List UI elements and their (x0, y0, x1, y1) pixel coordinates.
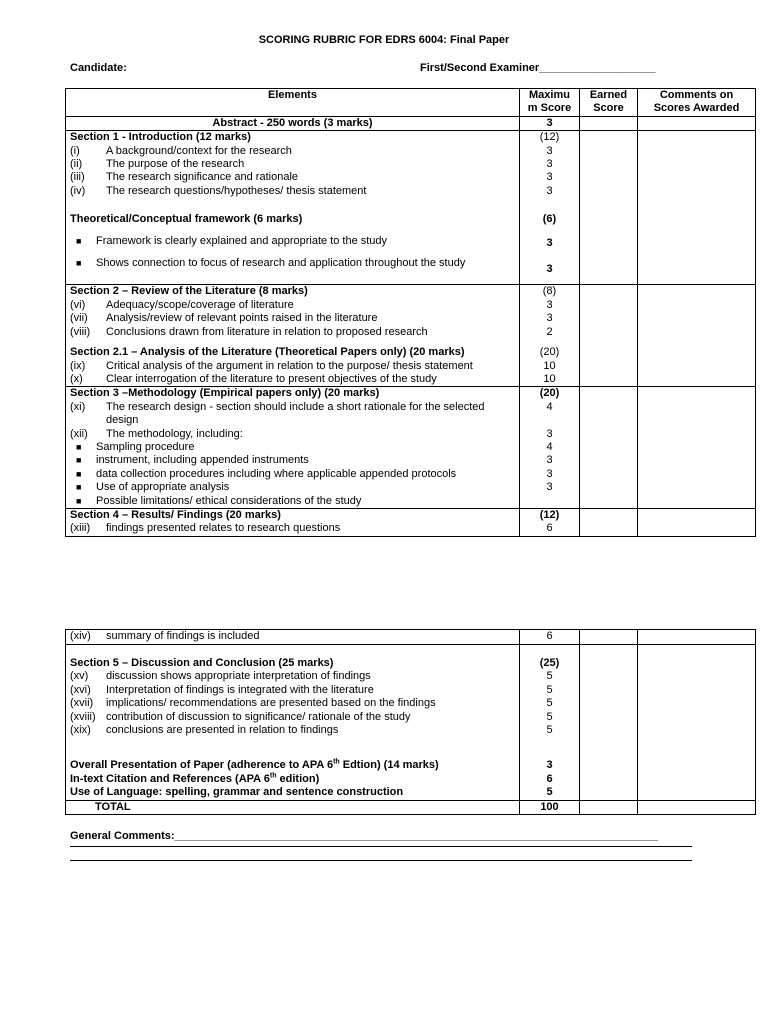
earned-cell[interactable] (580, 285, 638, 387)
item-max: 3 (546, 184, 553, 197)
abstract-max: 3 (520, 116, 580, 130)
item-max: 5 (546, 697, 553, 710)
item-text: Analysis/review of relevant points raised in the literature (106, 312, 378, 325)
section1-row (66, 131, 756, 285)
section2-heading: Section 2 – Review of the Literature (8 marks) (70, 285, 308, 298)
section21-heading: Section 2.1 – Analysis of the Literature (Theoretical Papers only) (20 marks) (70, 346, 465, 359)
section21-max: (20) (539, 346, 560, 359)
findings-summary-row (66, 630, 756, 645)
item-num: (xviii) (70, 710, 96, 723)
comments-cell[interactable] (638, 645, 756, 801)
item-text: The research significance and rationale (106, 171, 299, 184)
comment-line[interactable] (70, 860, 692, 861)
framework-heading: Theoretical/Conceptual framework (6 marks) (70, 213, 303, 226)
examiner-label: First/Second Examiner___________________ (420, 62, 656, 74)
item-num: (xii) (70, 427, 88, 440)
item-num: (xvii) (70, 697, 94, 710)
item-max: 3 (546, 158, 553, 171)
item-num: (x) (70, 372, 83, 385)
bullet-text: Framework is clearly explained and appropriate to the study (96, 234, 388, 247)
item-text: findings presented relates to research questions (106, 522, 341, 535)
item-max: 3 (546, 467, 553, 480)
item-text: The research questions/hypotheses/ thesis statement (106, 184, 367, 197)
comments-cell[interactable] (638, 630, 756, 645)
earned-cell[interactable] (580, 508, 638, 536)
item-num: (xvi) (70, 683, 91, 696)
earned-total-cell[interactable] (580, 800, 638, 814)
bullet-icon: ■ (76, 235, 82, 246)
comments-cell[interactable] (638, 508, 756, 536)
bullet-icon: ■ (76, 468, 82, 479)
item-max: 5 (546, 724, 553, 737)
total-label: TOTAL (95, 800, 131, 813)
item-num: (xv) (70, 670, 89, 683)
bullet-text: data collection procedures including where applicable appended protocols (96, 467, 457, 480)
rubric-table-part1 (65, 88, 756, 537)
header-elements: Elements (66, 89, 520, 117)
bullet-text: Shows connection to focus of research and application throughout the study (96, 257, 466, 270)
comments-cell[interactable] (638, 285, 756, 387)
item-text: A background/context for the research (106, 144, 292, 157)
item-max: 3 (546, 144, 553, 157)
citation-max: 6 (546, 772, 553, 785)
item-num: (vii) (70, 312, 88, 325)
item-max: 3 (546, 298, 553, 311)
item-num: (vi) (70, 298, 86, 311)
header-row (66, 89, 756, 117)
rubric-table-part2 (65, 629, 756, 815)
section1-heading: Section 1 - Introduction (12 marks) (70, 131, 251, 144)
item-text: summary of findings is included (106, 630, 260, 642)
bullet-icon: ■ (76, 258, 82, 269)
abstract-row (66, 116, 756, 130)
item-max: 10 (543, 359, 556, 372)
item-num: (ii) (70, 158, 83, 171)
section5-row (66, 645, 756, 801)
comments-cell[interactable] (638, 387, 756, 509)
item-max: 6 (546, 630, 553, 642)
header-comments: Comments on Scores Awarded (638, 89, 756, 117)
item-text: Clear interrogation of the literature to present objectives of the study (106, 372, 437, 385)
section3-max: (20) (539, 387, 560, 400)
item-num: (iv) (70, 184, 86, 197)
section4-row (66, 508, 756, 536)
item-max: 6 (546, 522, 553, 535)
item-max: 3 (546, 427, 553, 440)
section1-max: (12) (539, 131, 560, 144)
general-comments-label: General Comments:_______________________________________________________________________________ (70, 830, 658, 842)
item-num: (xi) (70, 400, 86, 413)
section5-max: (25) (539, 657, 560, 669)
item-max: 3 (546, 312, 553, 325)
comments-cell[interactable] (638, 800, 756, 814)
item-max: 10 (543, 372, 556, 385)
section3-row (66, 387, 756, 509)
item-text: Adequacy/scope/coverage of literature (106, 298, 294, 311)
bullet-icon: ■ (76, 495, 82, 506)
earned-cell[interactable] (580, 387, 638, 509)
item-max: 4 (546, 440, 553, 453)
bullet-icon: ■ (76, 482, 82, 493)
item-num: (xiv) (70, 630, 91, 642)
section4-max: (12) (539, 508, 560, 521)
earned-cell[interactable] (580, 645, 638, 801)
item-text: implications/ recommendations are presented based on the findings (106, 697, 436, 710)
item-max: 3 (546, 481, 553, 494)
item-max: 3 (546, 236, 553, 249)
citation-label: In-text Citation and References (APA 6th edition) (70, 772, 320, 785)
item-text: The purpose of the research (106, 158, 245, 171)
item-max: 3 (546, 454, 553, 467)
item-max: 3 (546, 171, 553, 184)
comment-line[interactable] (70, 846, 692, 847)
bullet-text: Possible limitations/ ethical considerations of the study (96, 494, 362, 507)
bullet-text: instrument, including appended instruments (96, 454, 309, 467)
earned-cell[interactable] (580, 630, 638, 645)
item-num: (viii) (70, 325, 91, 338)
bullet-icon: ■ (76, 455, 82, 466)
language-label: Use of Language: spelling, grammar and sentence construction (70, 786, 404, 799)
section2-row (66, 285, 756, 387)
comments-cell[interactable] (638, 131, 756, 285)
item-num: (i) (70, 144, 80, 157)
candidate-label: Candidate: (70, 62, 127, 74)
item-text: Critical analysis of the argument in relation to the purpose/ thesis statement (106, 359, 473, 372)
header-max: Maximu m Score (520, 89, 580, 117)
abstract-label: Abstract - 250 words (3 marks) (66, 116, 520, 130)
bullet-text: Sampling procedure (96, 440, 195, 453)
item-max: 3 (546, 263, 553, 276)
section4-heading: Section 4 – Results/ Findings (20 marks) (70, 508, 281, 521)
item-max: 2 (546, 325, 553, 338)
item-num: (iii) (70, 171, 85, 184)
total-row (66, 800, 756, 814)
item-num: (ix) (70, 359, 86, 372)
item-text: contribution of discussion to significance/ rationale of the study (106, 710, 411, 723)
bullet-text: Use of appropriate analysis (96, 481, 230, 494)
item-max: 5 (546, 670, 553, 683)
section5-heading: Section 5 – Discussion and Conclusion (25 marks) (70, 657, 334, 669)
item-text: Interpretation of findings is integrated with the literature (106, 683, 374, 696)
section3-heading: Section 3 –Methodology (Empirical papers only) (20 marks) (70, 387, 380, 400)
framework-max: (6) (542, 213, 557, 226)
earned-cell[interactable] (580, 116, 638, 130)
presentation-label: Overall Presentation of Paper (adherence to APA 6th Edtion) (14 marks) (70, 758, 439, 772)
presentation-max: 3 (546, 759, 553, 772)
item-max: 5 (546, 683, 553, 696)
comments-cell[interactable] (638, 116, 756, 130)
item-num: (xiii) (70, 522, 91, 535)
item-text: The research design - section should include a short rationale for the selected design (106, 400, 485, 427)
bullet-icon: ■ (76, 441, 82, 452)
page-title: SCORING RUBRIC FOR EDRS 6004: Final Paper (258, 34, 510, 46)
item-text: discussion shows appropriate interpretation of findings (106, 670, 371, 683)
item-max: 4 (546, 400, 553, 413)
language-max: 5 (546, 786, 553, 799)
item-text: The methodology, including: (106, 427, 243, 440)
item-num: (xix) (70, 724, 91, 737)
item-max: 5 (546, 710, 553, 723)
total-max: 100 (540, 800, 559, 813)
item-text: conclusions are presented in relation to findings (106, 724, 339, 737)
earned-cell[interactable] (580, 131, 638, 285)
section2-max: (8) (542, 285, 557, 298)
item-text: Conclusions drawn from literature in relation to proposed research (106, 325, 428, 338)
header-earned: Earned Score (580, 89, 638, 117)
